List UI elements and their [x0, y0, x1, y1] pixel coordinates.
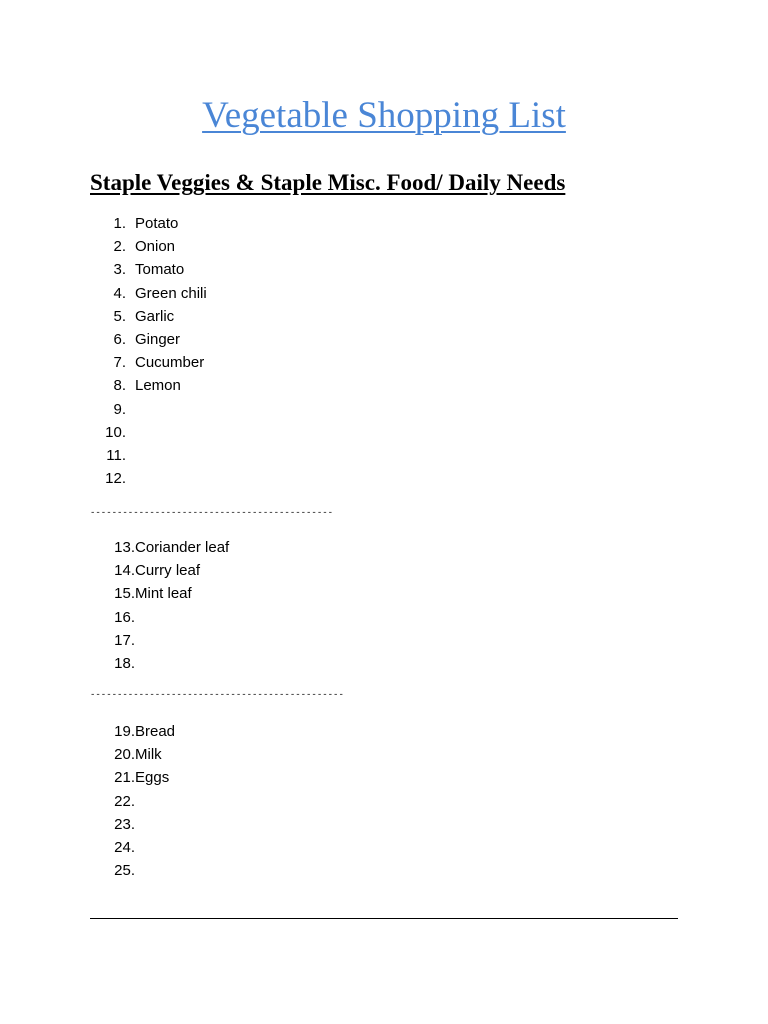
- list-item-label: Onion: [135, 238, 176, 256]
- list-item-number: 6.: [113, 331, 126, 348]
- list-item-number: 18.: [114, 655, 135, 672]
- list-item-number: 14.: [114, 562, 135, 580]
- list-item-number: 10.: [105, 423, 126, 441]
- section-heading: Staple Veggies & Staple Misc. Food/ Daily Needs: [90, 170, 566, 195]
- separator-line: ---------------------------------------------: [90, 508, 334, 518]
- page-title: Vegetable Shopping List: [202, 95, 566, 136]
- list-item-label: Eggs: [135, 769, 170, 787]
- list-item-number: 5.: [113, 307, 126, 325]
- list-item-label: Milk: [135, 746, 162, 764]
- list-item-number: 11.: [106, 447, 126, 464]
- horizontal-rule: [90, 918, 678, 919]
- list-item-number: 2.: [113, 238, 126, 256]
- list-item-number: 20.: [114, 746, 135, 764]
- list-item-number: 23.: [114, 815, 135, 833]
- list-item-number: 22.: [114, 792, 135, 810]
- list-item-number: 21.: [114, 769, 135, 787]
- list-item-label: Ginger: [135, 331, 181, 348]
- list-item-label: Curry leaf: [135, 562, 201, 580]
- list-item-label: Tomato: [135, 261, 185, 279]
- list-item-number: 17.: [114, 631, 135, 649]
- list-item-number: 9.: [113, 400, 126, 418]
- list-item-number: 15.: [114, 585, 135, 603]
- list-item-number: 1.: [113, 215, 126, 232]
- list-item-number: 16.: [114, 608, 135, 626]
- list-item-label: Cucumber: [135, 354, 205, 372]
- list-item-number: 4.: [113, 284, 126, 302]
- list-item-number: 3.: [113, 261, 126, 279]
- list-item-label: Green chili: [135, 284, 207, 302]
- list-item-number: 7.: [113, 354, 126, 372]
- list-item-number: 13.: [114, 539, 135, 556]
- list-item-number: 25.: [114, 862, 135, 880]
- list-item-label: Garlic: [135, 307, 175, 325]
- list-item-label: Coriander leaf: [135, 539, 230, 556]
- list-item-number: 19.: [114, 723, 135, 740]
- list-item-number: 24.: [114, 839, 135, 856]
- separator-line: -----------------------------------------------: [90, 690, 344, 700]
- list-item-number: 12.: [105, 470, 126, 488]
- list-item-label: Potato: [135, 215, 179, 232]
- list-item-label: Mint leaf: [135, 585, 192, 603]
- list-item-number: 8.: [113, 377, 126, 395]
- list-item-label: Bread: [135, 723, 176, 740]
- list-item-label: Lemon: [135, 377, 181, 395]
